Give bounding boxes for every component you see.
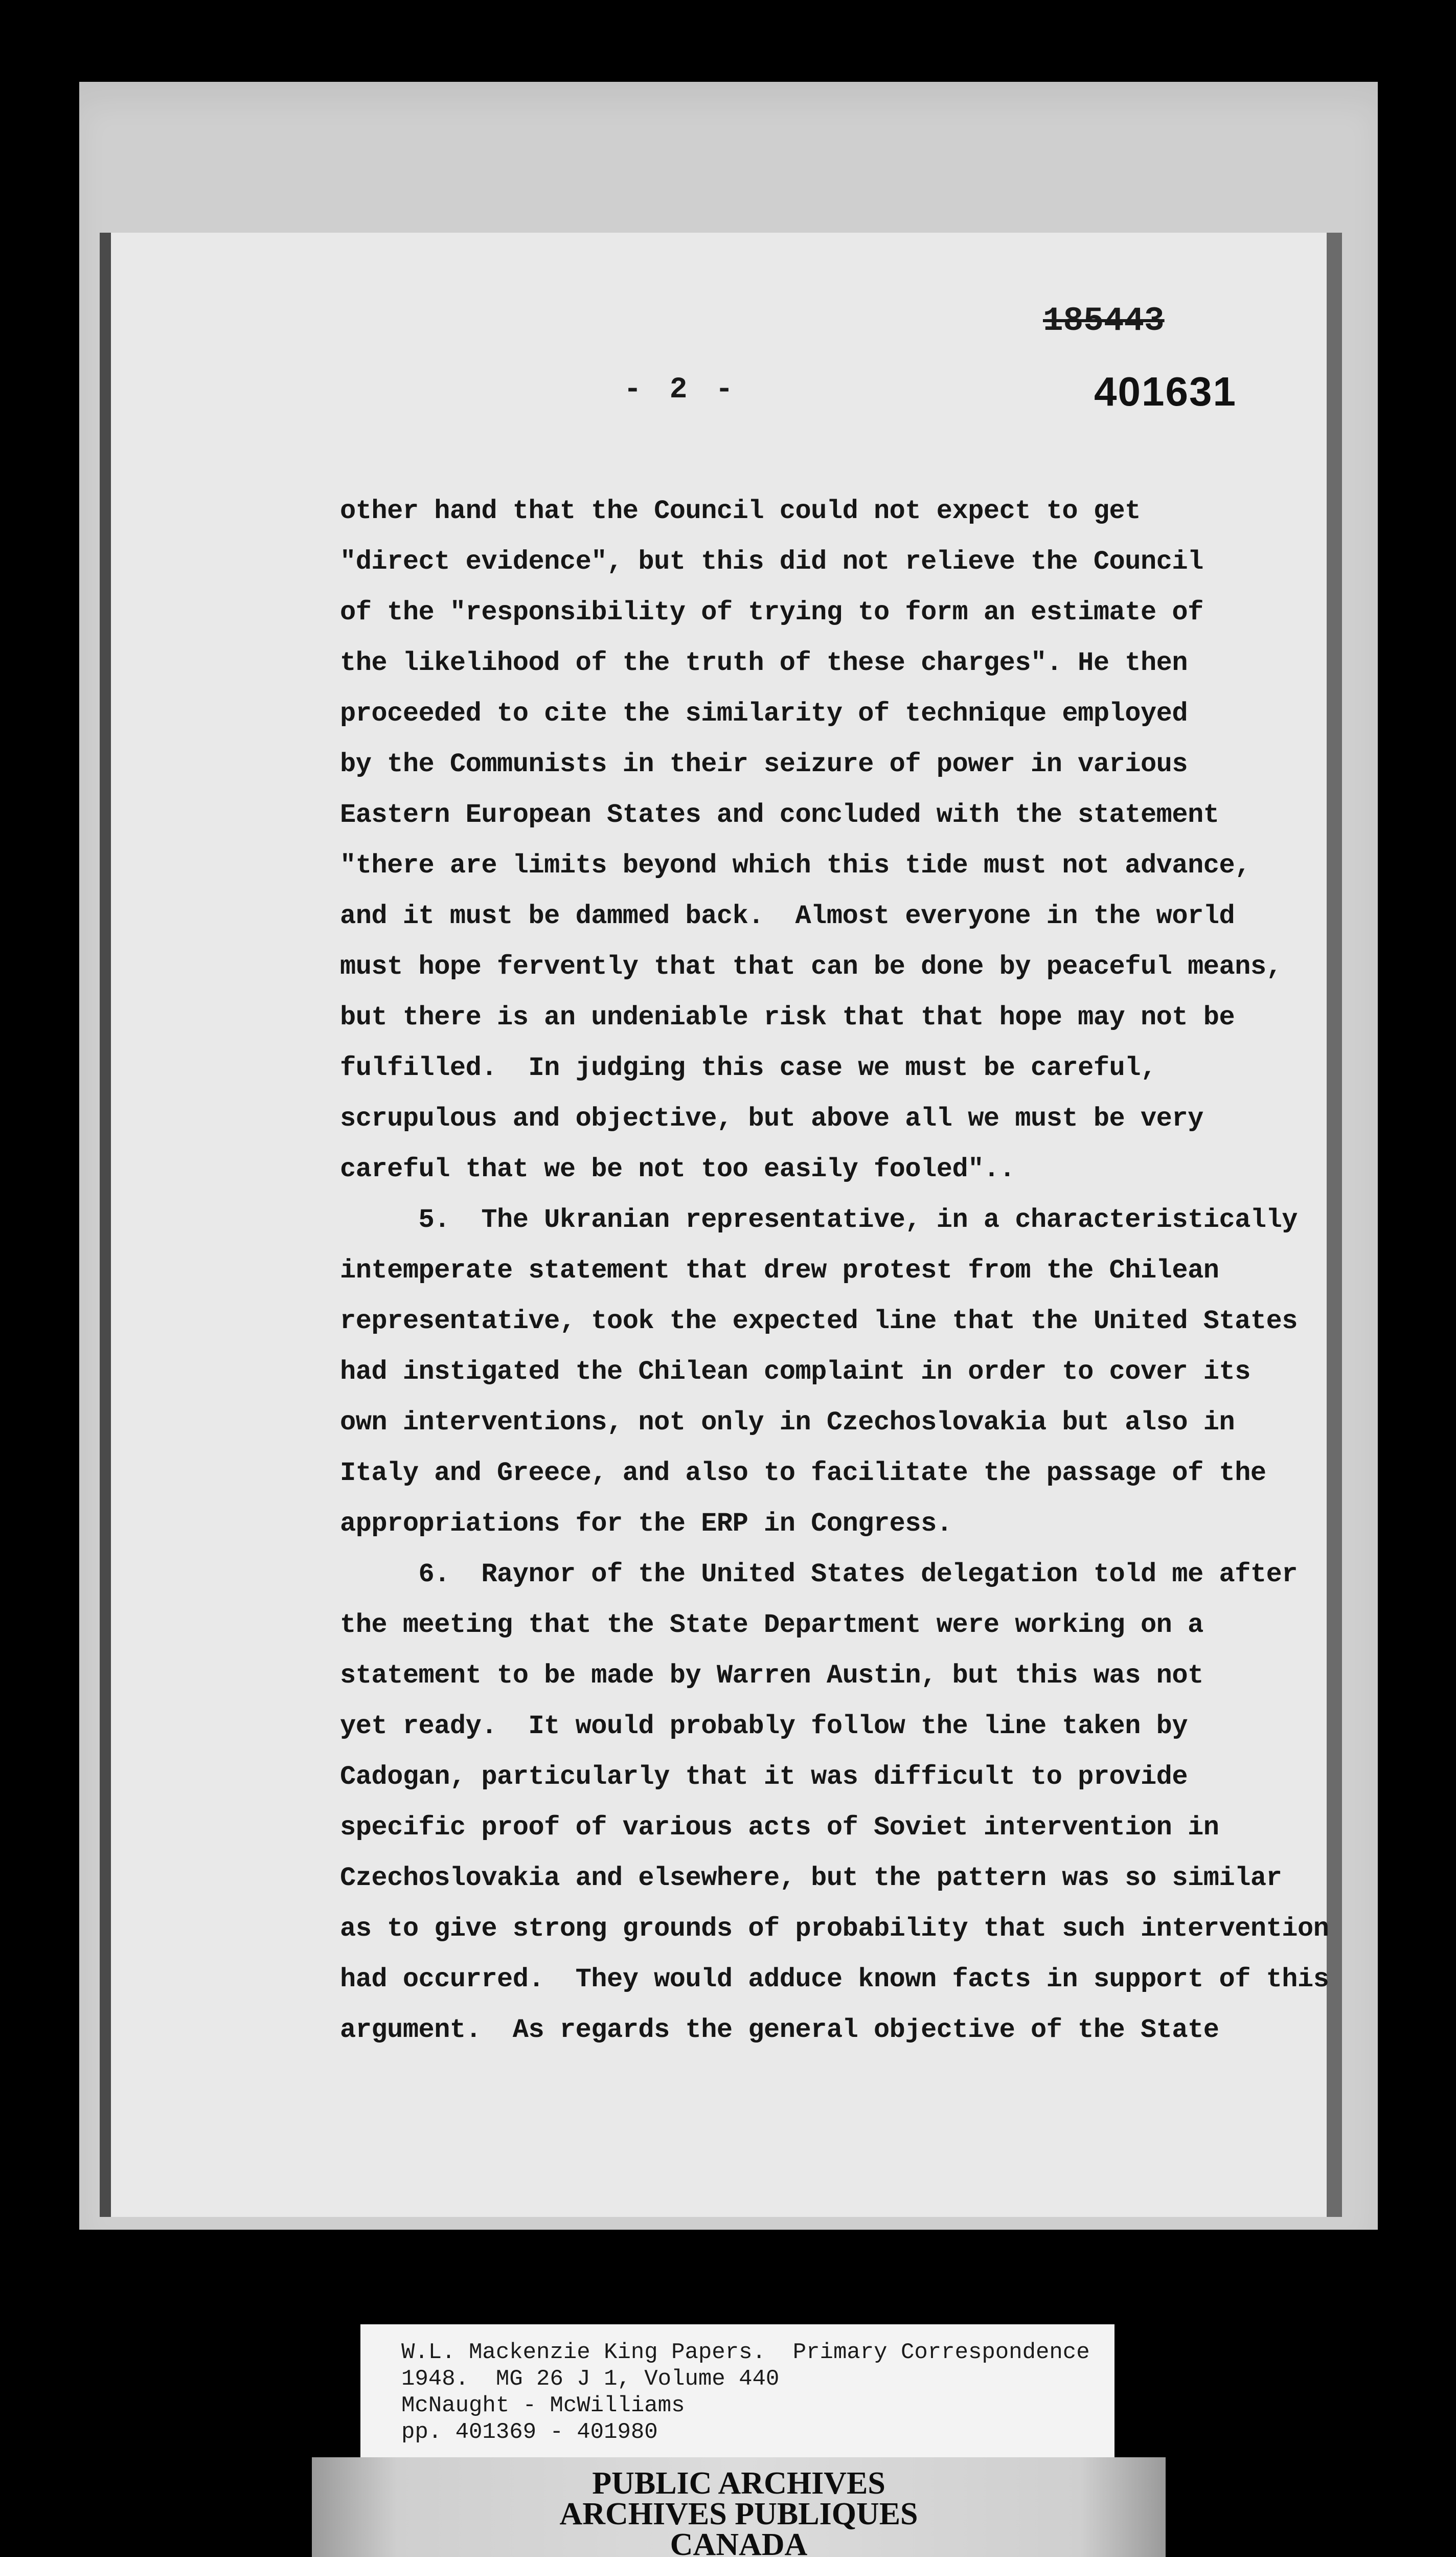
text-line: 6. Raynor of the United States delegation told me after — [340, 1559, 1298, 1589]
text-line: Italy and Greece, and also to facilitate the passage of the — [340, 1458, 1266, 1488]
text-line: Cadogan, particularly that it was difficult to provide — [340, 1762, 1188, 1792]
text-line: intemperate statement that drew protest from the Chilean — [340, 1255, 1219, 1286]
archives-stamp-line: ARCHIVES PUBLIQUES — [559, 2497, 918, 2531]
text-line: by the Communists in their seizure of power in various — [340, 749, 1188, 779]
text-line: specific proof of various acts of Soviet intervention in — [340, 1812, 1219, 1843]
text-line: own interventions, not only in Czechoslovakia but also in — [340, 1407, 1235, 1438]
text-line: proceeded to cite the similarity of technique employed — [340, 699, 1188, 729]
text-line: "direct evidence", but this did not relieve the Council — [340, 547, 1203, 577]
label-line-pages: pp. 401369 - 401980 — [401, 2419, 658, 2445]
text-line: as to give strong grounds of probability that such intervention — [340, 1914, 1329, 1944]
text-line: yet ready. It would probably follow the line taken by — [340, 1711, 1188, 1741]
text-line: "there are limits beyond which this tide must not advance, — [340, 850, 1250, 881]
document-body — [340, 486, 1329, 2055]
text-line: had instigated the Chilean complaint in order to cover its — [340, 1357, 1250, 1387]
text-line: had occurred. They would adduce known facts in support of this — [340, 1964, 1329, 1994]
text-line: appropriations for the ERP in Congress. — [340, 1509, 952, 1539]
text-line: but there is an undeniable risk that that hope may not be — [340, 1002, 1235, 1033]
text-line: fulfilled. In judging this case we must be careful, — [340, 1053, 1156, 1083]
text-line: the meeting that the State Department were working on a — [340, 1610, 1203, 1640]
text-line: representative, took the expected line that the United States — [340, 1306, 1298, 1336]
text-line: careful that we be not too easily fooled".. — [340, 1154, 1015, 1184]
archives-stamp-line: PUBLIC ARCHIVES — [592, 2466, 885, 2501]
page-number: - 2 - — [624, 373, 739, 407]
text-line: the likelihood of the truth of these charges". He then — [340, 648, 1188, 678]
label-line-volume: 1948. MG 26 J 1, Volume 440 — [401, 2366, 780, 2392]
text-line: argument. As regards the general objective of the State — [340, 2015, 1219, 2045]
archives-stamp-line: CANADA — [670, 2527, 808, 2557]
text-line: 5. The Ukranian representative, in a characteristically — [340, 1205, 1298, 1235]
text-line: other hand that the Council could not expect to get — [340, 496, 1141, 526]
label-line-correspondents: McNaught - McWilliams — [401, 2393, 685, 2418]
text-line: must hope fervently that that can be done by peaceful means, — [340, 952, 1282, 982]
text-line: scrupulous and objective, but above all we must be very — [340, 1104, 1203, 1134]
archive-page-number: 401631 — [1094, 369, 1237, 414]
text-line: of the "responsibility of trying to form an estimate of — [340, 597, 1203, 627]
text-line: Eastern European States and concluded with the statement — [340, 800, 1219, 830]
text-line: and it must be dammed back. Almost everyone in the world — [340, 901, 1235, 931]
text-line: Czechoslovakia and elsewhere, but the pattern was so similar — [340, 1863, 1282, 1893]
text-line: statement to be made by Warren Austin, but this was not — [340, 1661, 1203, 1691]
crossed-out-page-number: 185443 — [1043, 302, 1165, 340]
label-line-collection: W.L. Mackenzie King Papers. Primary Correspondence — [401, 2340, 1090, 2365]
archives-stamp — [312, 2457, 1166, 2557]
